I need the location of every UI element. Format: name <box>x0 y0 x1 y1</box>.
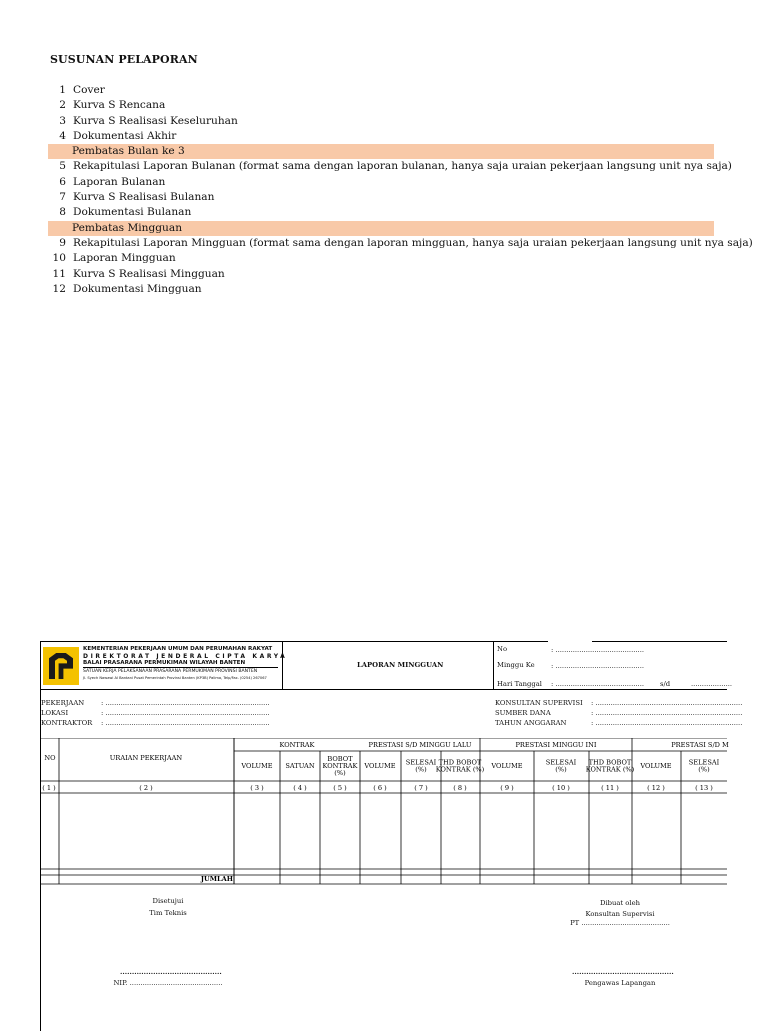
hari-label: Hari Tanggal <box>497 680 542 688</box>
outline-item <box>48 190 714 205</box>
outline-item-number: 5 <box>59 160 66 173</box>
outline-item-number: 11 <box>52 267 66 280</box>
info-value: : .................................................................... <box>591 709 743 717</box>
outline-separator <box>48 144 714 159</box>
outline-item-number: 7 <box>59 191 66 204</box>
outline-item <box>48 251 714 266</box>
outline-item-number: 6 <box>59 175 66 188</box>
org-line-4: SATUAN KERJA PELAKSANAAN PRASARANA PERMUKIMAN PROVINSI BANTEN <box>83 667 278 675</box>
column-index: ( 12 ) <box>647 784 665 792</box>
column-index: ( 9 ) <box>500 784 514 792</box>
outline-item-number: 1 <box>59 84 66 96</box>
column-index: ( 3 ) <box>250 784 264 792</box>
report-outline-list <box>48 83 753 297</box>
info-value: : ............................................................................ <box>101 709 270 717</box>
form-top-border-right <box>592 641 727 642</box>
info-label: LOKASI <box>41 709 69 717</box>
org-line-2: DIREKTORAT JENDERAL CIPTA KARYA <box>83 653 288 660</box>
no-label: No <box>497 645 508 653</box>
column-index: ( 5 ) <box>333 784 347 792</box>
kontrak-header: KONTRAK <box>279 741 315 749</box>
column-subheader: KONTRAK (%) <box>585 765 635 774</box>
org-line-3: BALAI PRASARANA PERMUKIMAN WILAYAH BANTEN <box>83 660 246 666</box>
outline-item-text: Laporan Mingguan <box>73 252 176 265</box>
sign-right-supervisor: Pengawas Lapangan <box>584 979 656 987</box>
sign-left-team: Tim Teknis <box>149 909 187 917</box>
outline-item-number: 2 <box>59 99 66 112</box>
outline-item-number: 8 <box>59 206 66 219</box>
org-line-5: Jl. Syech Nawawi Al Bantani Pusat Pemerintah Provinsi Banten (KP3B) Palima, Telp/Fax. (0254) 267067 <box>83 676 267 680</box>
no-value: : ......................................... <box>551 646 645 654</box>
sign-right-line: ........................................... <box>572 968 674 976</box>
column-index: ( 8 ) <box>453 784 467 792</box>
outline-item <box>48 205 714 220</box>
column-subheader: SELESAI <box>688 758 720 767</box>
outline-item-number: 4 <box>59 129 66 142</box>
weekly-report-form <box>40 641 743 1031</box>
outline-item-text: Pembatas Mingguan <box>72 221 183 234</box>
outline-item-text: Laporan Bulanan <box>73 175 166 188</box>
column-index: ( 1 ) <box>42 784 56 792</box>
outline-item <box>48 175 714 190</box>
outline-item <box>48 159 732 174</box>
outline-item-number: 12 <box>52 282 66 295</box>
sign-left-line: ........................................... <box>120 968 222 976</box>
prestasi-lalu-header: PRESTASI S/D MINGGU LALU <box>368 741 472 749</box>
column-index: ( 10 ) <box>552 784 570 792</box>
outline-item <box>48 282 714 297</box>
column-subheader: SELESAI <box>545 758 577 767</box>
minggu-value: : ......................................... <box>551 662 645 670</box>
column-subheader: (%) <box>334 769 346 777</box>
column-subheader: (%) <box>555 765 567 774</box>
outline-item-text: Kurva S Rencana <box>73 99 166 112</box>
column-index: ( 2 ) <box>139 784 153 792</box>
sign-right-consultant: Konsultan Supervisi <box>585 910 655 918</box>
column-index: ( 7 ) <box>414 784 428 792</box>
outline-item <box>48 114 714 129</box>
header-divider-2 <box>493 641 494 689</box>
header-bottom-border <box>40 689 727 690</box>
column-subheader: (%) <box>698 765 710 774</box>
info-value: : ............................................................................ <box>101 719 270 727</box>
pupr-logo <box>43 647 79 685</box>
info-value: : .................................................................... <box>591 719 743 727</box>
info-label: PEKERJAAN <box>41 699 85 707</box>
column-subheader: VOLUME <box>241 762 273 770</box>
column-subheader: VOLUME <box>640 762 672 770</box>
outline-item <box>48 129 714 144</box>
outline-item-number: 9 <box>59 236 66 249</box>
outline-item <box>48 83 714 98</box>
outline-item-text: Kurva S Realisasi Mingguan <box>73 267 225 280</box>
outline-item <box>48 236 753 251</box>
prestasi-ini-header: PRESTASI MINGGU INI <box>515 741 597 749</box>
column-subheader: KONTRAK <box>322 762 358 770</box>
report-title: LAPORAN MINGGUAN <box>357 661 444 669</box>
column-index: ( 4 ) <box>293 784 307 792</box>
outline-item-number: 3 <box>59 114 66 127</box>
outline-item <box>48 98 714 113</box>
column-subheader: KONTRAK (%) <box>435 765 485 774</box>
outline-item-text: Rekapitulasi Laporan Mingguan (format sama dengan laporan mingguan, hanya saja uraian pekerjaan langsung unit nya saja) <box>73 236 753 249</box>
column-subheader: VOLUME <box>491 762 523 770</box>
header-divider-1 <box>282 641 283 689</box>
info-value: : .................................................................... <box>591 699 743 707</box>
outline-item-text: Cover <box>73 84 105 96</box>
column-subheader: VOLUME <box>364 762 396 770</box>
column-subheader: BOBOT <box>327 755 353 763</box>
org-line-1: KEMENTERIAN PEKERJAAN UMUM DAN PERUMAHAN RAKYAT <box>83 646 273 652</box>
minggu-label: Minggu Ke <box>497 661 535 669</box>
outline-item-number: 10 <box>52 252 66 265</box>
outline-separator <box>48 221 714 236</box>
hari-value: : ......................................... <box>551 680 645 688</box>
no-header: NO <box>44 754 56 762</box>
outline-item-text: Kurva S Realisasi Keseluruhan <box>73 114 238 127</box>
organization-block <box>83 646 288 686</box>
jumlah-label: JUMLAH <box>200 875 233 883</box>
outline-item-text: Rekapitulasi Laporan Bulanan (format sama dengan laporan bulanan, hanya saja uraian pekerjaan langsung unit nya saja) <box>73 160 732 173</box>
outline-item-text: Dokumentasi Akhir <box>73 129 177 142</box>
sign-right-pt: PT ......................................... <box>570 919 670 927</box>
column-subheader: THD BOBOT <box>588 758 632 767</box>
form-top-border <box>40 641 548 642</box>
column-index: ( 11 ) <box>601 784 619 792</box>
outline-item-text: Dokumentasi Bulanan <box>73 206 192 219</box>
outline-item-text: Kurva S Realisasi Bulanan <box>73 191 215 204</box>
outline-item-text: Dokumentasi Mingguan <box>73 282 202 295</box>
info-label: SUMBER DANA <box>495 709 551 717</box>
column-subheader: SELESAI <box>405 758 437 767</box>
report-outline-title: SUSUNAN PELAPORAN <box>50 53 198 66</box>
outline-item-text: Pembatas Bulan ke 3 <box>72 145 185 158</box>
sd-label: s/d <box>660 680 671 688</box>
column-index: ( 6 ) <box>373 784 387 792</box>
sign-left-approved: Disetujui <box>152 897 184 905</box>
column-index: ( 13 ) <box>695 784 713 792</box>
outline-item <box>48 267 714 282</box>
sign-left-nip: NIP. ........................................... <box>113 979 223 987</box>
uraian-header: URAIAN PEKERJAAN <box>109 754 183 762</box>
info-value: : ............................................................................ <box>101 699 270 707</box>
info-label: KONTRAKTOR <box>41 719 93 727</box>
column-subheader: (%) <box>415 765 427 774</box>
sd-value: ................... <box>691 680 733 688</box>
progress-table <box>40 738 730 888</box>
sign-right-made-by: Dibuat oleh <box>600 899 640 907</box>
column-subheader: SATUAN <box>285 762 315 770</box>
info-label: TAHUN ANGGARAN <box>495 719 567 727</box>
column-subheader: THD BOBOT <box>438 758 482 767</box>
info-label: KONSULTAN SUPERVISI <box>495 699 583 707</box>
prestasi-sd-header: PRESTASI S/D M <box>671 741 729 749</box>
